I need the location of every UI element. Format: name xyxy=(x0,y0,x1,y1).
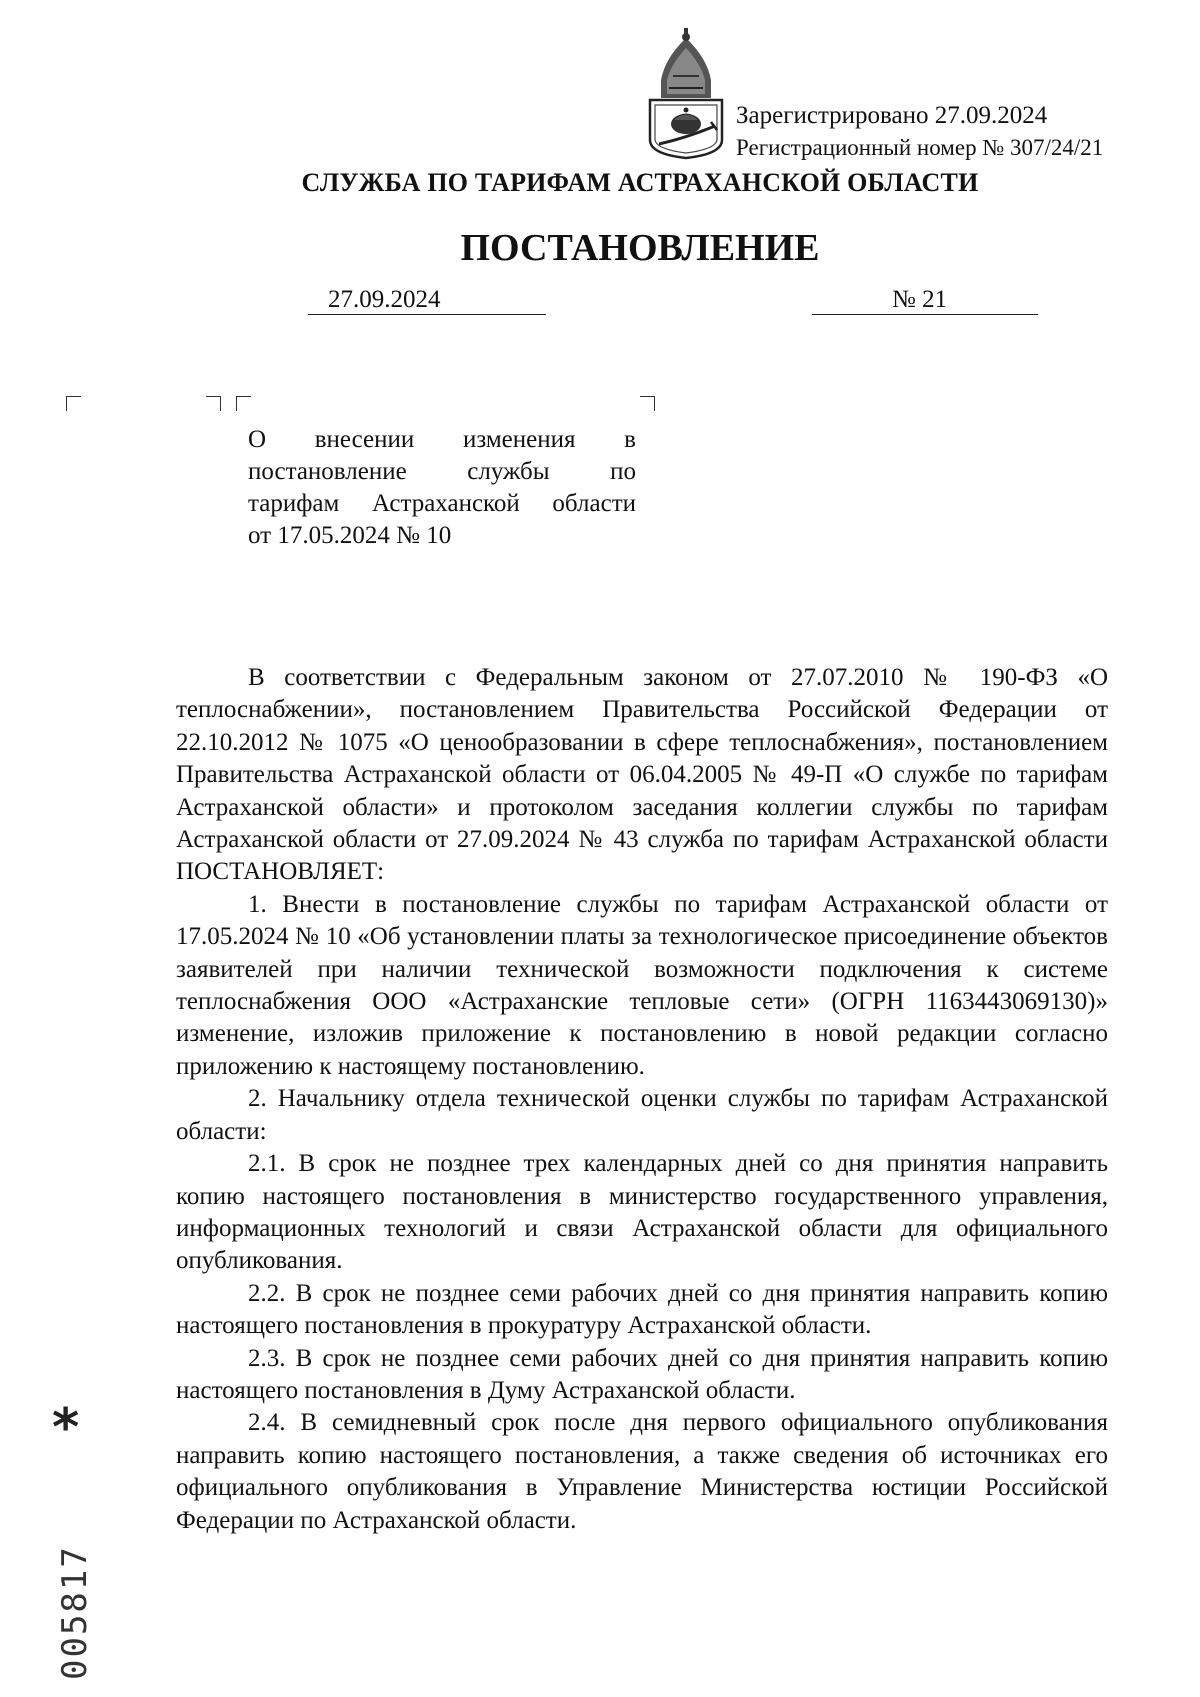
document-body xyxy=(176,662,1108,1537)
corner-bracket xyxy=(236,396,251,411)
registration-number: Регистрационный номер № 307/24/21 xyxy=(736,135,1104,160)
organization-title: СЛУЖБА ПО ТАРИФАМ АСТРАХАНСКОЙ ОБЛАСТИ xyxy=(301,168,979,197)
subject-line: О внесении изменения в xyxy=(248,426,636,453)
coat-of-arms-icon xyxy=(645,28,727,160)
document-subject xyxy=(248,424,636,552)
document-type: ПОСТАНОВЛЕНИЕ xyxy=(460,227,820,269)
corner-bracket xyxy=(206,396,221,411)
subject-line: от 17.05.2024 № 10 xyxy=(248,522,452,549)
body-paragraph: 2.1. В срок не позднее трех календарных дней со дня принятия направить копию настоящего постановления в министерство государственного управления, информационных технологий и связи Астраханской области для официального опубликования. xyxy=(176,1150,1108,1275)
body-paragraph: 2.3. В срок не позднее семи рабочих дней со дня принятия направить копию настоящего постановления в Думу Астраханской области. xyxy=(176,1344,1108,1404)
body-paragraph: 2. Начальнику отдела технической оценки службы по тарифам Астраханской области: xyxy=(176,1085,1108,1145)
side-star-mark: * xyxy=(52,1398,80,1458)
corner-bracket xyxy=(66,396,81,411)
subject-line: тарифам Астраханской области xyxy=(248,490,636,517)
body-paragraph: 2.4. В семидневный срок после дня первого официального опубликования направить копию настоящего постановления, а также сведения об источниках его официального опубликования в Управление Министерства юстиции Российской Федерации по Астраханской области. xyxy=(176,1409,1108,1534)
body-paragraph: 2.2. В срок не позднее семи рабочих дней со дня принятия направить копию настоящего постановления в прокуратуру Астраханской области. xyxy=(176,1279,1108,1340)
body-paragraph: 1. Внести в постановление службы по тарифам Астраханской области от 17.05.2024 № 10 «Об установлении платы за технологическое присоединение объектов заявителей при наличии технической возможности подключения к системе теплоснабжения ООО «Астраханские тепловые сети» (ОГРН 1163443069130)» изменение, изложив приложение к постановлению в новой редакции согласно приложению к настоящему постановлению. xyxy=(176,890,1108,1080)
document-date: 27.09.2024 xyxy=(308,286,546,315)
document-number: № 21 xyxy=(812,286,1038,315)
side-serial-number: 005817 xyxy=(55,1545,95,1680)
body-paragraph: В соответствии с Федеральным законом от 27.07.2010 № 190-ФЗ «О теплоснабжении», постановлением Правительства Российской Федерации от 22.10.2012 № 1075 «О ценообразовании в сфере теплоснабжения», постановлением Правительства Астраханской области от 06.04.2005 № 49-П «О службе по тарифам Астраханской области» и протоколом заседания коллегии службы по тарифам Астраханской области от 27.09.2024 № 43 служба по тарифам Астраханской области ПОСТАНОВЛЯЕТ: xyxy=(176,664,1108,886)
corner-bracket xyxy=(640,396,655,411)
subject-line: постановление службы по xyxy=(248,458,636,485)
registration-date: Зарегистрировано 27.09.2024 xyxy=(736,102,1048,129)
registration-stamp xyxy=(736,100,1103,164)
